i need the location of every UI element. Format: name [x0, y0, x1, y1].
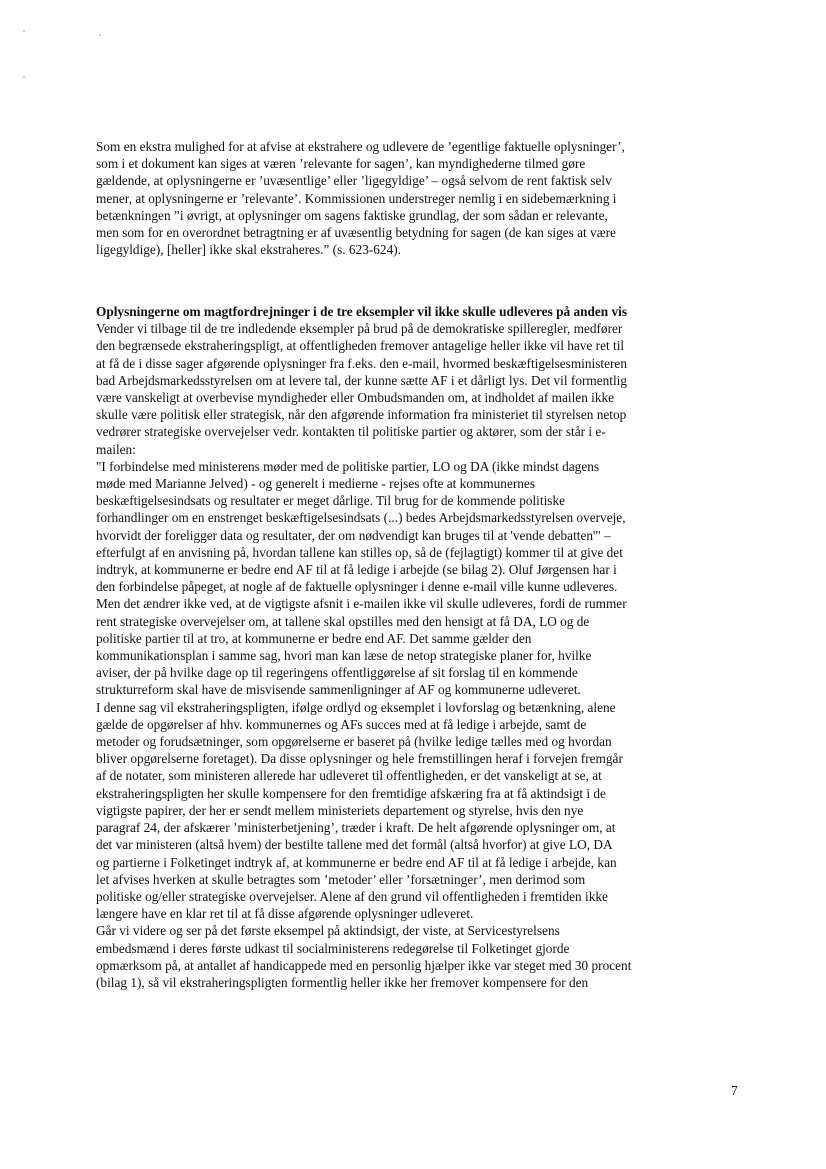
text-line: møde med Marianne Jelved) - og generelt i medierne - rejses ofte at kommunernes — [96, 476, 536, 492]
text-line: det var ministeren (altså hvem) der bestilte tallene med det formål (altså hvorfor) at give LO, DA — [96, 837, 613, 853]
text-line: kommunikationsplan i samme sag, hvori man kan læse de netop strategiske planer for, hvilke — [96, 648, 592, 664]
scan-speck — [23, 30, 25, 32]
text-line: men som for en overordnet betragtning er af uvæsentlig betydning for sagen (de kan siges at være — [96, 225, 616, 241]
text-line: Vender vi tilbage til de tre indledende eksempler på brud på de demokratiske spilleregler, medfører — [96, 321, 623, 337]
text-line: politiske partier til at tro, at kommunerne er bedre end AF. Det samme gælder den — [96, 630, 532, 646]
text-line: vedrører strategiske overvejelser vedr. kontakten til politiske partier og aktører, som der står i e- — [96, 424, 606, 440]
text-line: politiske og/eller strategiske overvejelser. Alene af den grund vil offentligheden i fremtiden ikke — [96, 888, 608, 904]
text-line: rent strategiske overvejelser om, at tallene skal opstilles med den hensigt at få DA, LO og de — [96, 613, 590, 629]
text-line: mailen: — [96, 441, 136, 457]
text-line: den forbindelse påpeget, at nogle af de faktuelle oplysninger i denne e-mail ville kunne udleveres. — [96, 579, 618, 595]
text-line: af de notater, som ministeren allerede har udleveret til offentligheden, er det vanskeligt at se, at — [96, 768, 602, 784]
section-heading: Oplysningerne om magtfordrejninger i de tre eksempler vil ikke skulle udleveres på anden vis — [96, 304, 628, 319]
text-line: gælde de opgørelser af hhv. kommunernes og AFs succes med at få ledige i arbejde, samt de — [96, 716, 587, 732]
text-line: at få de i disse sager afgørende oplysninger fra f.eks. den e-mail, hvormed beskæftigelsesministeren — [96, 355, 627, 371]
text-line: ligegyldige), [heller] ikke skal ekstraheres.” (s. 623-624). — [96, 242, 401, 258]
text-line: gældende, at oplysningerne er ’uvæsentlige’ eller ’ligegyldige’ – også selvom de rent faktisk selv — [96, 173, 612, 189]
text-line: hvorvidt der foreligger data og resultater, der om nødvendigt kan bruges til at 'vende debatten'" – — [96, 527, 611, 543]
text-line: forhandlinger om en enstrenget beskæftigelsesindsats (...) bedes Arbejdsmarkedsstyrelsen overveje, — [96, 510, 626, 526]
page-number: 7 — [731, 1083, 738, 1098]
text-line: metoder og forudsætninger, som opgørelserne er baseret på (hvilke ledige tælles med og hvordan — [96, 734, 612, 750]
text-line: I denne sag vil ekstraheringspligten, ifølge ordlyd og eksemplet i lovforslag og betænkning, alene — [96, 699, 616, 715]
text-line: opmærksom på, at antallet af handicappede med en personlig hjælper ikke var steget med 30 procent — [96, 957, 632, 973]
text-line: mener, at oplysningerne er ’relevante’. Kommissionen understreger nemlig i en sidebemærkning i — [96, 190, 617, 206]
scan-speck — [99, 34, 101, 36]
text-line: og partierne i Folketinget indtryk af, at kommunerne er bedre end AF til at få ledige i arbejde, kan — [96, 854, 617, 870]
text-line: Men det ændrer ikke ved, at de vigtigste afsnit i e-mailen ikke vil skulle udleveres, fordi de rummer — [96, 596, 627, 612]
text-line: vigtigste papirer, der her er sendt mellem ministeriets departement og styrelse, hvis den nye — [96, 802, 584, 818]
text-line: let afvises hverken at skulle betragtes som ’metoder’ eller ’forsætninger’, men derimod som — [96, 871, 586, 887]
text-line: skulle være politisk eller strategisk, når den afgørende information fra ministeriet til styrelsen netop — [96, 407, 627, 423]
text-line: paragraf 24, der afskærer ’ministerbetjening’, træder i kraft. De helt afgørende oplysninger om, at — [96, 820, 616, 836]
text-line: som i et dokument kan siges at væren ’relevante for sagen’, kan myndighederne tilmed gøre — [96, 156, 586, 172]
text-line: aviser, der på hvilke dage op til regeringens offentliggørelse af sit forslag til en kommende — [96, 665, 578, 681]
section-body — [96, 303, 738, 991]
text-line: længere have en klar ret til at få disse afgørende oplysninger udleveret. — [96, 906, 474, 922]
text-line: ekstraheringspligten her skulle kompensere for den fremtidige afskæring fra at få aktindsigt i de — [96, 785, 606, 801]
intro-paragraph — [96, 138, 738, 258]
text-line: strukturreform skal have de misvisende sammenligninger af AF og kommunerne udleveret. — [96, 682, 581, 698]
text-line: efterfulgt af en anvisning på, hvordan tallene kan stilles op, så de (fejlagtigt) kommer til at give det — [96, 544, 623, 560]
text-line: Som en ekstra mulighed for at afvise at ekstrahere og udlevere de ’egentlige faktuelle oplysninger’, — [96, 139, 625, 154]
text-line: betænkningen ”i øvrigt, at oplysninger om sagens faktiske grundlag, der som sådan er relevante, — [96, 207, 608, 223]
text-line: bliver opgørelserne foretaget). Da disse oplysninger og hele fremstillingen heraf i forvejen fremgår — [96, 751, 623, 767]
text-line: embedsmænd i deres første udkast til socialministerens redegørelse til Folketinget gjorde — [96, 940, 570, 956]
text-line: være vanskeligt at overbevise myndigheder eller Ombudsmanden om, at indholdet af mailen ikke — [96, 390, 615, 406]
scan-speck — [23, 76, 25, 78]
text-line: (bilag 1), så vil ekstraheringspligten formentlig heller ikke her fremover kompensere for den — [96, 974, 589, 990]
text-line: "I forbindelse med ministerens møder med de politiske partier, LO og DA (ikke mindst dagens — [96, 458, 600, 474]
text-line: indtryk, at kommunerne er bedre end AF til at få ledige i arbejde (se bilag 2). Oluf Jørgensen har i — [96, 562, 617, 578]
text-line: bad Arbejdsmarkedsstyrelsen om at levere tal, der kunne sætte AF i et dårligt lys. Det vil formentlig — [96, 372, 628, 388]
text-line: den begrænsede ekstraheringspligt, at offentligheden fremover antagelige heller ikke vil have ret til — [96, 338, 625, 354]
text-line: Går vi videre og ser på det første eksempel på aktindsigt, der viste, at Servicestyrelsens — [96, 923, 560, 939]
text-line: beskæftigelsesindsats og resultater er meget dårlige. Til brug for de kommende politiske — [96, 493, 565, 509]
